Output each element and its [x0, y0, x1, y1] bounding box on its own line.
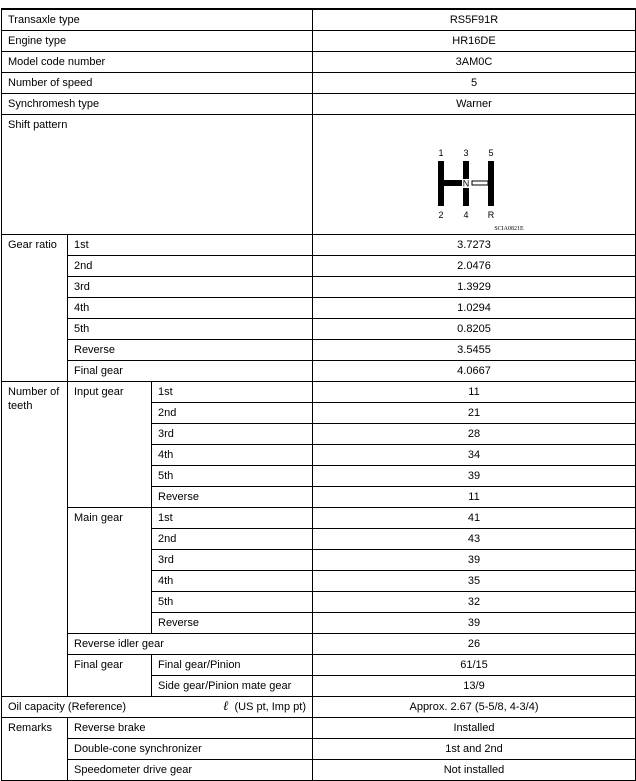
table-row [2, 298, 636, 319]
remark-item: Reverse brake [68, 718, 313, 739]
gear-name: Final gear/Pinion [152, 655, 313, 676]
table-row [2, 235, 636, 256]
gear-ratio-value: 3.5455 [313, 340, 636, 361]
gear-name: 2nd [152, 403, 313, 424]
model-code-value: 3AM0C [313, 52, 636, 73]
table-row [2, 739, 636, 760]
reverse-idler-label: Reverse idler gear [68, 634, 313, 655]
teeth-value: 28 [313, 424, 636, 445]
table-row [2, 52, 636, 73]
num-speed-label: Number of speed [2, 73, 313, 94]
final-gear-label: Final gear [68, 655, 152, 697]
remark-item: Double-cone synchronizer [68, 739, 313, 760]
gate-cross-right [472, 181, 488, 185]
gear-ratio-label: Gear ratio [2, 235, 68, 382]
teeth-value: 41 [313, 508, 636, 529]
gear-name: 1st [152, 382, 313, 403]
engine-type-label: Engine type [2, 31, 313, 52]
teeth-value: 11 [313, 487, 636, 508]
table-row [2, 634, 636, 655]
teeth-value: 43 [313, 529, 636, 550]
gate-right [488, 161, 494, 206]
num-speed-value: 5 [313, 73, 636, 94]
gear-name: 5th [152, 466, 313, 487]
gear-name: 2nd [68, 256, 313, 277]
gear-name: 4th [152, 571, 313, 592]
table-row [2, 319, 636, 340]
teeth-label: Number of teeth [2, 382, 68, 697]
gear-ratio-value: 2.0476 [313, 256, 636, 277]
table-row [2, 73, 636, 94]
gate-cross-left [438, 180, 463, 186]
main-gear-label: Main gear [68, 508, 152, 634]
table-row [2, 655, 636, 676]
table-row [2, 697, 636, 718]
remarks-label: Remarks [2, 718, 68, 781]
teeth-value: 26 [313, 634, 636, 655]
remark-value: Installed [313, 718, 636, 739]
table-row [2, 115, 636, 235]
model-code-label: Model code number [2, 52, 313, 73]
shift-pattern-cell [313, 115, 636, 235]
teeth-value: 11 [313, 382, 636, 403]
shift-pattern-label: Shift pattern [2, 115, 313, 235]
table-row [2, 31, 636, 52]
shift-label-2: 2 [438, 210, 444, 220]
engine-type-value: HR16DE [313, 31, 636, 52]
table-row [2, 9, 636, 31]
liter-symbol: ℓ [222, 699, 229, 714]
table-row [2, 94, 636, 115]
table-row [2, 382, 636, 403]
oil-capacity-value: Approx. 2.67 (5-5/8, 4-3/4) [313, 697, 636, 718]
table-row [2, 361, 636, 382]
oil-unit-text: (US pt, Imp pt) [234, 701, 306, 713]
gear-name: Reverse [152, 487, 313, 508]
figure-code: SCIA0821E [494, 226, 524, 232]
gear-ratio-value: 1.0294 [313, 298, 636, 319]
table-row [2, 340, 636, 361]
remark-value: 1st and 2nd [313, 739, 636, 760]
gear-ratio-value: 4.0667 [313, 361, 636, 382]
teeth-value: 21 [313, 403, 636, 424]
gear-name: Reverse [152, 613, 313, 634]
table-row [2, 718, 636, 739]
transaxle-spec-table [1, 8, 636, 781]
table-row [2, 256, 636, 277]
shift-pattern-diagram [414, 148, 534, 232]
gear-name: 4th [152, 445, 313, 466]
gear-name: 3rd [152, 550, 313, 571]
gear-name: 3rd [152, 424, 313, 445]
oil-capacity-label-cell [2, 697, 313, 718]
oil-capacity-label: Oil capacity (Reference) [8, 701, 126, 713]
shift-label-3: 3 [463, 148, 469, 158]
teeth-value: 39 [313, 466, 636, 487]
gear-ratio-value: 3.7273 [313, 235, 636, 256]
gear-name: 1st [68, 235, 313, 256]
gear-name: 3rd [68, 277, 313, 298]
oil-capacity-unit [223, 700, 306, 714]
remark-value: Not installed [313, 760, 636, 781]
remark-item: Speedometer drive gear [68, 760, 313, 781]
gear-name: Final gear [68, 361, 313, 382]
teeth-value: 13/9 [313, 676, 636, 697]
shift-label-5: 5 [488, 148, 494, 158]
teeth-value: 61/15 [313, 655, 636, 676]
gear-name: 2nd [152, 529, 313, 550]
shift-label-neutral: N [462, 178, 470, 189]
shift-label-4: 4 [463, 210, 469, 220]
gear-name: Side gear/Pinion mate gear [152, 676, 313, 697]
transaxle-type-label: Transaxle type [2, 9, 313, 31]
teeth-value: 32 [313, 592, 636, 613]
synchromesh-label: Synchromesh type [2, 94, 313, 115]
teeth-value: 35 [313, 571, 636, 592]
gear-name: 5th [68, 319, 313, 340]
table-row [2, 277, 636, 298]
gear-name: 5th [152, 592, 313, 613]
shift-label-r: R [487, 210, 495, 220]
gear-name: Reverse [68, 340, 313, 361]
gear-ratio-value: 1.3929 [313, 277, 636, 298]
gear-ratio-value: 0.8205 [313, 319, 636, 340]
gear-name: 1st [152, 508, 313, 529]
table-row [2, 508, 636, 529]
teeth-value: 39 [313, 613, 636, 634]
teeth-value: 34 [313, 445, 636, 466]
table-row [2, 760, 636, 781]
shift-label-1: 1 [438, 148, 444, 158]
synchromesh-value: Warner [313, 94, 636, 115]
gear-name: 4th [68, 298, 313, 319]
transaxle-type-value: RS5F91R [313, 9, 636, 31]
teeth-value: 39 [313, 550, 636, 571]
input-gear-label: Input gear [68, 382, 152, 508]
